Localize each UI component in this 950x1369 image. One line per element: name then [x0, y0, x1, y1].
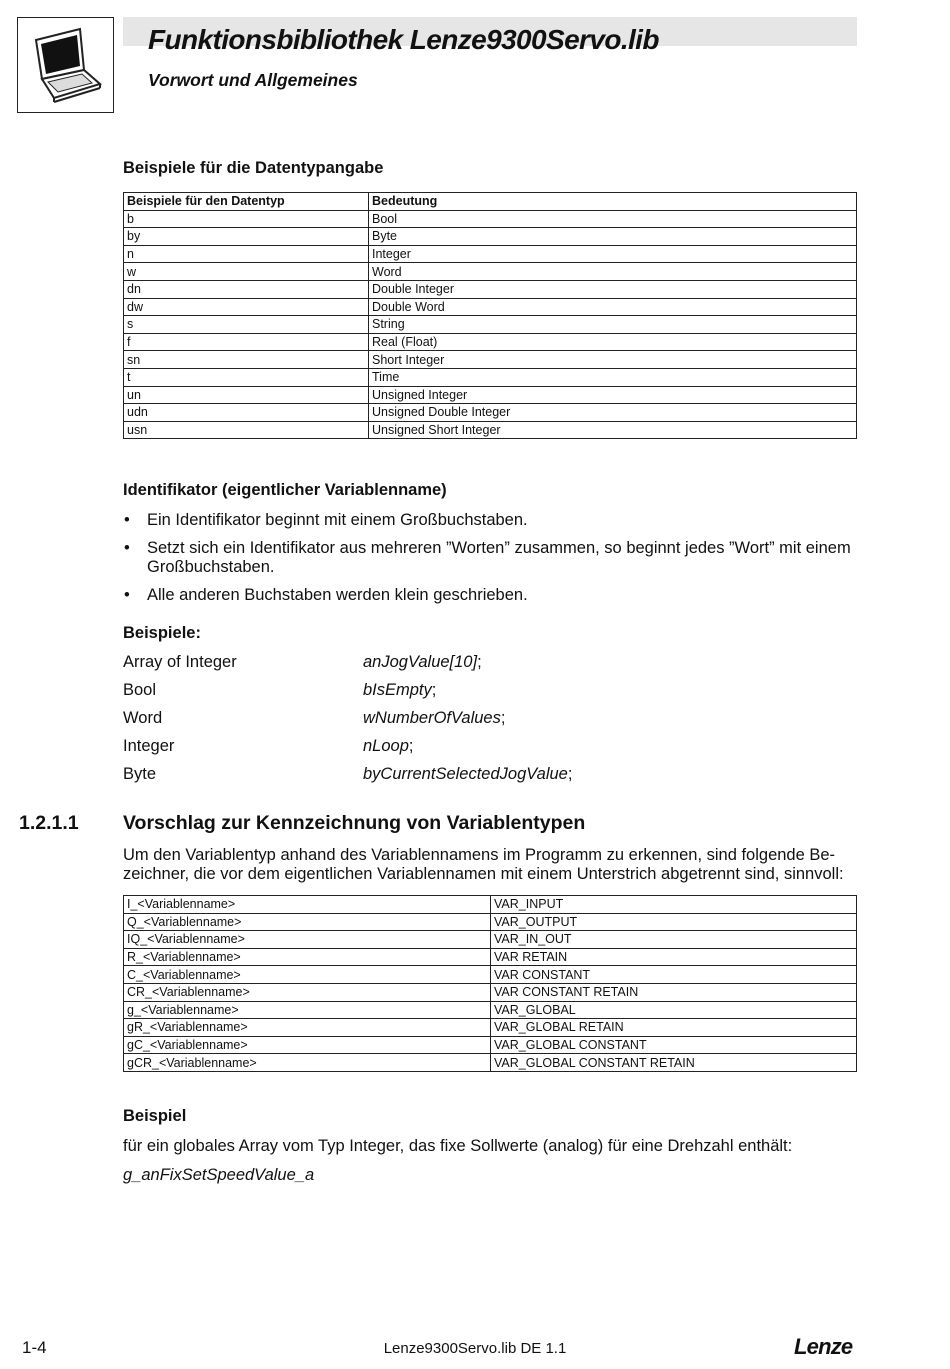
table-row: [124, 298, 857, 316]
example-row: [123, 681, 857, 701]
example-variable: [363, 737, 413, 756]
example-variable-name: bIsEmpty: [363, 681, 432, 699]
list-item-text: Alle anderen Buchstaben werden klein geschrieben.: [147, 586, 528, 604]
example-row: [123, 709, 857, 729]
example-code: g_anFixSetSpeedValue_a: [123, 1166, 315, 1184]
table-row: [124, 1054, 857, 1072]
table-cell: by: [124, 228, 369, 246]
page-number: 1-4: [22, 1338, 47, 1357]
table-cell: dn: [124, 280, 369, 298]
table-row: [124, 263, 857, 281]
column-header: Bedeutung: [369, 193, 857, 211]
table-row: [124, 1001, 857, 1019]
table-cell: VAR_GLOBAL CONSTANT: [491, 1036, 857, 1054]
identifier-heading: Identifikator (eigentlicher Variablenname): [123, 481, 447, 499]
example-type: Integer: [123, 737, 175, 755]
identifier-bullet-list: [123, 511, 857, 614]
table-cell: VAR_OUTPUT: [491, 913, 857, 931]
table-header-row: [124, 193, 857, 211]
table-cell: f: [124, 333, 369, 351]
table-cell: s: [124, 316, 369, 334]
example-description: für ein globales Array vom Typ Integer, das fixe Sollwerte (analog) für eine Drehzahl enthält:: [123, 1137, 793, 1155]
bullet-icon: •: [124, 511, 130, 529]
terminator: ;: [567, 765, 573, 783]
table-cell: dw: [124, 298, 369, 316]
table-cell: gR_<Variablenname>: [124, 1019, 491, 1037]
examples-heading: Beispiele:: [123, 624, 201, 642]
table-cell: Real (Float): [369, 333, 857, 351]
table-cell: VAR_GLOBAL CONSTANT RETAIN: [491, 1054, 857, 1072]
datatype-heading: Beispiele für die Datentypangabe: [123, 159, 384, 177]
table-row: [124, 245, 857, 263]
example-heading: Beispiel: [123, 1107, 187, 1125]
example-type: Word: [123, 709, 163, 727]
table-cell: VAR RETAIN: [491, 948, 857, 966]
bullet-icon: •: [124, 586, 130, 604]
table-cell: Bool: [369, 210, 857, 228]
section-intro-line: zeichner, die vor dem eigentlichen Variablennamen mit einem Unterstrich abgetrennt sind, sinnvoll:: [123, 865, 844, 883]
list-item-text: Ein Identifikator beginnt mit einem Großbuchstaben.: [147, 511, 528, 529]
example-row: [123, 737, 857, 757]
table-cell: Unsigned Integer: [369, 386, 857, 404]
table-cell: VAR_GLOBAL: [491, 1001, 857, 1019]
footer-document-id: Lenze9300Servo.lib DE 1.1: [383, 1340, 567, 1357]
table-row: [124, 421, 857, 439]
section-title: Vorschlag zur Kennzeichnung von Variablentypen: [123, 812, 586, 834]
table-row: [124, 333, 857, 351]
table-row: [124, 983, 857, 1001]
terminator: ;: [500, 709, 506, 727]
list-item-text: Setzt sich ein Identifikator aus mehreren ”Worten” zusammen, so beginnt jedes ”Wort” mit einem Großbuchstaben.: [147, 539, 851, 576]
table-cell: Integer: [369, 245, 857, 263]
section-intro-line: Um den Variablentyp anhand des Variablennamens im Programm zu erkennen, sind folgende Be-: [123, 846, 836, 864]
table-row: [124, 931, 857, 949]
datatype-table: [123, 192, 857, 439]
example-variable-name: anJogValue[10]: [363, 653, 478, 671]
table-cell: Unsigned Short Integer: [369, 421, 857, 439]
table-row: [124, 351, 857, 369]
document-subtitle: Vorwort und Allgemeines: [148, 70, 358, 90]
terminator: ;: [431, 681, 437, 699]
document-title: Funktionsbibliothek Lenze9300Servo.lib: [148, 24, 659, 55]
table-cell: Double Integer: [369, 280, 857, 298]
example-variable-name: wNumberOfValues: [363, 709, 501, 727]
table-row: [124, 280, 857, 298]
table-cell: C_<Variablenname>: [124, 966, 491, 984]
table-cell: b: [124, 210, 369, 228]
table-cell: Unsigned Double Integer: [369, 404, 857, 422]
table-row: [124, 896, 857, 914]
table-cell: Double Word: [369, 298, 857, 316]
example-variable: [363, 681, 436, 700]
example-type: Byte: [123, 765, 157, 783]
table-cell: Word: [369, 263, 857, 281]
table-cell: I_<Variablenname>: [124, 896, 491, 914]
table-cell: w: [124, 263, 369, 281]
table-cell: Time: [369, 368, 857, 386]
table-cell: g_<Variablenname>: [124, 1001, 491, 1019]
list-item: [123, 511, 857, 530]
column-header: Beispiele für den Datentyp: [124, 193, 369, 211]
variable-prefix-table: [123, 895, 857, 1072]
table-cell: sn: [124, 351, 369, 369]
example-type: Array of Integer: [123, 653, 237, 671]
table-row: [124, 913, 857, 931]
table-row: [124, 210, 857, 228]
example-variable: [363, 709, 505, 728]
terminator: ;: [408, 737, 414, 755]
table-row: [124, 404, 857, 422]
example-type: Bool: [123, 681, 157, 699]
table-cell: R_<Variablenname>: [124, 948, 491, 966]
list-item: [123, 539, 857, 577]
table-cell: gCR_<Variablenname>: [124, 1054, 491, 1072]
table-row: [124, 316, 857, 334]
table-cell: IQ_<Variablenname>: [124, 931, 491, 949]
table-cell: un: [124, 386, 369, 404]
bullet-icon: •: [124, 539, 130, 557]
table-row: [124, 948, 857, 966]
table-row: [124, 228, 857, 246]
example-variable-name: nLoop: [363, 737, 409, 755]
table-cell: VAR_IN_OUT: [491, 931, 857, 949]
table-row: [124, 966, 857, 984]
list-item: [123, 586, 857, 605]
header-icon-box: [17, 17, 114, 113]
table-row: [124, 1036, 857, 1054]
table-cell: CR_<Variablenname>: [124, 983, 491, 1001]
example-variable: [363, 653, 482, 672]
table-row: [124, 1019, 857, 1037]
table-cell: VAR CONSTANT RETAIN: [491, 983, 857, 1001]
example-row: [123, 653, 857, 673]
laptop-icon: [18, 18, 113, 112]
lenze-logo: Lenze: [794, 1334, 853, 1359]
table-cell: Byte: [369, 228, 857, 246]
table-row: [124, 386, 857, 404]
table-cell: VAR_GLOBAL RETAIN: [491, 1019, 857, 1037]
table-row: [124, 368, 857, 386]
table-cell: udn: [124, 404, 369, 422]
table-cell: n: [124, 245, 369, 263]
table-cell: Short Integer: [369, 351, 857, 369]
table-cell: String: [369, 316, 857, 334]
section-number: 1.2.1.1: [19, 812, 79, 834]
terminator: ;: [477, 653, 482, 671]
table-cell: t: [124, 368, 369, 386]
table-cell: VAR_INPUT: [491, 896, 857, 914]
table-cell: Q_<Variablenname>: [124, 913, 491, 931]
example-variable: [363, 765, 572, 784]
example-variable-name: byCurrentSelectedJogValue: [363, 765, 568, 783]
example-row: [123, 765, 857, 785]
table-cell: gC_<Variablenname>: [124, 1036, 491, 1054]
table-cell: VAR CONSTANT: [491, 966, 857, 984]
table-cell: usn: [124, 421, 369, 439]
